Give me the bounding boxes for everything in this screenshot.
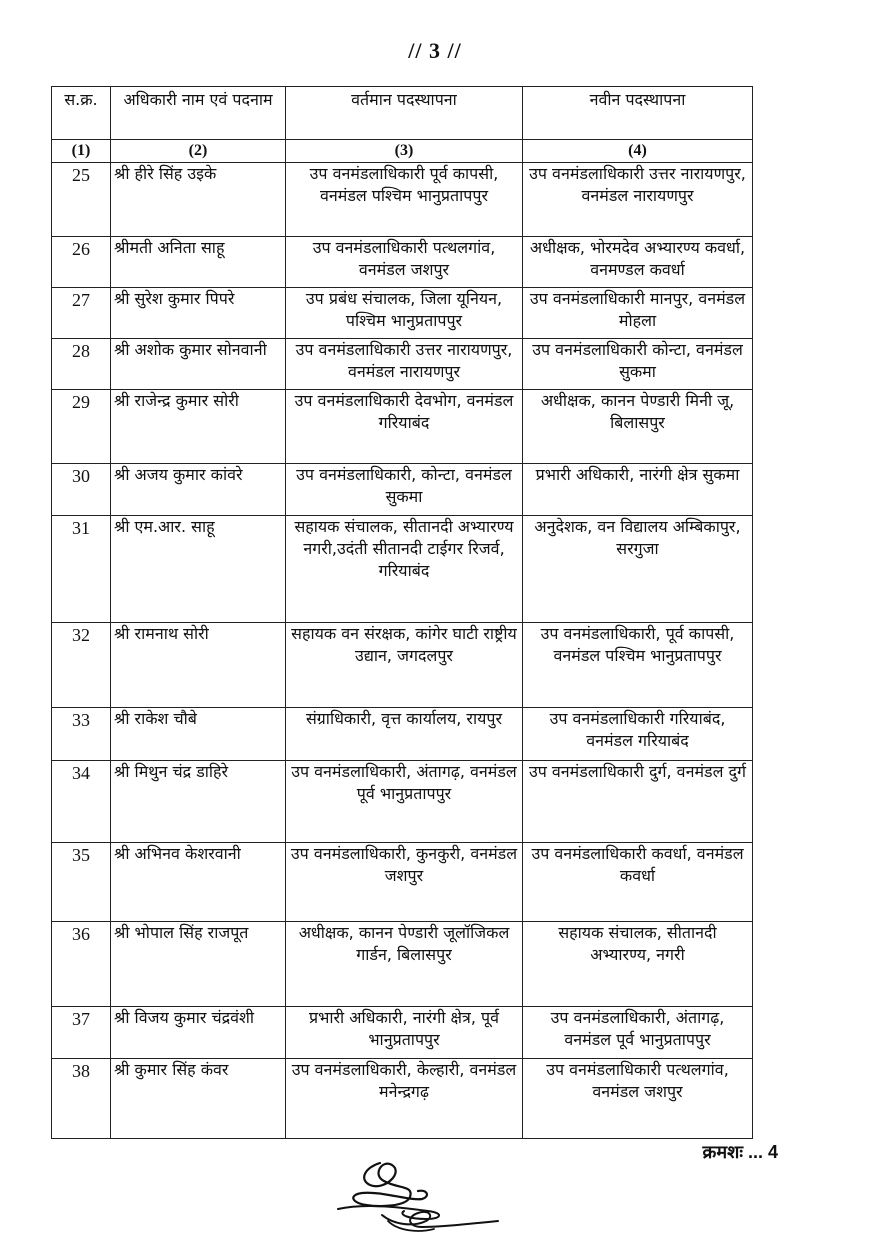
current-posting: उप वनमंडलाधिकारी देवभोग, वनमंडल गरियाबंद [286, 390, 523, 464]
current-posting: उप वनमंडलाधिकारी उत्तर नारायणपुर, वनमंडल नारायणपुर [286, 339, 523, 390]
column-number: (4) [523, 140, 753, 163]
transfer-table [51, 86, 753, 1139]
current-posting: उप वनमंडलाधिकारी, केल्हारी, वनमंडल मनेन्द्रगढ़ [286, 1059, 523, 1139]
column-number-row [52, 140, 753, 163]
new-posting: उप वनमंडलाधिकारी दुर्ग, वनमंडल दुर्ग [523, 761, 753, 843]
page-number: // 3 // [408, 38, 462, 63]
new-posting: प्रभारी अधिकारी, नारंगी क्षेत्र सुकमा [523, 464, 753, 516]
continued-marker: क्रमशः ... 4 [702, 1142, 778, 1162]
new-posting: अनुदेशक, वन विद्यालय अम्बिकापुर, सरगुजा [523, 516, 753, 623]
table-row [52, 464, 753, 516]
serial-number: 26 [52, 237, 111, 288]
current-posting: उप वनमंडलाधिकारी, अंतागढ़, वनमंडल पूर्व भानुप्रतापपुर [286, 761, 523, 843]
table-row [52, 1059, 753, 1139]
officer-name: श्री रामनाथ सोरी [111, 623, 286, 708]
new-posting: उप वनमंडलाधिकारी, पूर्व कापसी, वनमंडल पश्चिम भानुप्रतापपुर [523, 623, 753, 708]
table-row [52, 516, 753, 623]
table-row [52, 708, 753, 761]
officer-name: श्री विजय कुमार चंद्रवंशी [111, 1007, 286, 1059]
officer-name: श्री अशोक कुमार सोनवानी [111, 339, 286, 390]
header-new-posting: नवीन पदस्थापना [523, 87, 753, 140]
new-posting: उप वनमंडलाधिकारी कवर्धा, वनमंडल कवर्धा [523, 843, 753, 922]
serial-number: 38 [52, 1059, 111, 1139]
current-posting: उप वनमंडलाधिकारी, कुनकुरी, वनमंडल जशपुर [286, 843, 523, 922]
officer-name: श्री कुमार सिंह कंवर [111, 1059, 286, 1139]
serial-number: 31 [52, 516, 111, 623]
column-number: (2) [111, 140, 286, 163]
new-posting: उप वनमंडलाधिकारी, अंतागढ़, वनमंडल पूर्व भानुप्रतापपुर [523, 1007, 753, 1059]
officer-name: श्री हीरे सिंह उइके [111, 163, 286, 237]
current-posting: संग्राधिकारी, वृत्त कार्यालय, रायपुर [286, 708, 523, 761]
serial-number: 27 [52, 288, 111, 339]
current-posting: उप प्रबंध संचालक, जिला यूनियन, पश्चिम भानुप्रतापपुर [286, 288, 523, 339]
officer-name: श्री अभिनव केशरवानी [111, 843, 286, 922]
table-row [52, 288, 753, 339]
table-row [52, 390, 753, 464]
column-number: (3) [286, 140, 523, 163]
current-posting: उप वनमंडलाधिकारी, कोन्टा, वनमंडल सुकमा [286, 464, 523, 516]
officer-name: श्री एम.आर. साहू [111, 516, 286, 623]
serial-number: 25 [52, 163, 111, 237]
table-row [52, 339, 753, 390]
officer-name: श्री राकेश चौबे [111, 708, 286, 761]
officer-name: श्री भोपाल सिंह राजपूत [111, 922, 286, 1007]
officer-name: श्री अजय कुमार कांवरे [111, 464, 286, 516]
serial-number: 29 [52, 390, 111, 464]
table-row [52, 623, 753, 708]
new-posting: उप वनमंडलाधिकारी गरियाबंद, वनमंडल गरियाबंद [523, 708, 753, 761]
officer-name: श्री राजेन्द्र कुमार सोरी [111, 390, 286, 464]
serial-number: 32 [52, 623, 111, 708]
header-row [52, 87, 753, 140]
header-serial: स.क्र. [52, 87, 111, 140]
new-posting: उप वनमंडलाधिकारी मानपुर, वनमंडल मोहला [523, 288, 753, 339]
current-posting: उप वनमंडलाधिकारी पत्थलगांव, वनमंडल जशपुर [286, 237, 523, 288]
serial-number: 34 [52, 761, 111, 843]
current-posting: सहायक संचालक, सीतानदी अभ्यारण्य नगरी,उदंती सीतानदी टाईगर रिजर्व, गरियाबंद [286, 516, 523, 623]
serial-number: 28 [52, 339, 111, 390]
current-posting: उप वनमंडलाधिकारी पूर्व कापसी, वनमंडल पश्चिम भानुप्रतापपुर [286, 163, 523, 237]
table-row [52, 922, 753, 1007]
table-row [52, 163, 753, 237]
serial-number: 35 [52, 843, 111, 922]
officer-name: श्रीमती अनिता साहू [111, 237, 286, 288]
current-posting: सहायक वन संरक्षक, कांगेर घाटी राष्ट्रीय उद्यान, जगदलपुर [286, 623, 523, 708]
table-row [52, 761, 753, 843]
table-row [52, 1007, 753, 1059]
officer-name: श्री सुरेश कुमार पिपरे [111, 288, 286, 339]
new-posting: अधीक्षक, भोरमदेव अभ्यारण्य कवर्धा, वनमण्डल कवर्धा [523, 237, 753, 288]
table-row [52, 843, 753, 922]
signature [318, 1145, 508, 1245]
serial-number: 30 [52, 464, 111, 516]
new-posting: अधीक्षक, कानन पेण्डारी मिनी जू, बिलासपुर [523, 390, 753, 464]
header-officer-name: अधिकारी नाम एवं पदनाम [111, 87, 286, 140]
table-row [52, 237, 753, 288]
serial-number: 37 [52, 1007, 111, 1059]
header-current-posting: वर्तमान पदस्थापना [286, 87, 523, 140]
new-posting: उप वनमंडलाधिकारी पत्थलगांव, वनमंडल जशपुर [523, 1059, 753, 1139]
serial-number: 33 [52, 708, 111, 761]
officer-name: श्री मिथुन चंद्र डाहिरे [111, 761, 286, 843]
new-posting: उप वनमंडलाधिकारी कोन्टा, वनमंडल सुकमा [523, 339, 753, 390]
current-posting: अधीक्षक, कानन पेण्डारी जूलॉजिकल गार्डन, बिलासपुर [286, 922, 523, 1007]
new-posting: सहायक संचालक, सीतानदी अभ्यारण्य, नगरी [523, 922, 753, 1007]
current-posting: प्रभारी अधिकारी, नारंगी क्षेत्र, पूर्व भानुप्रतापपुर [286, 1007, 523, 1059]
serial-number: 36 [52, 922, 111, 1007]
new-posting: उप वनमंडलाधिकारी उत्तर नारायणपुर, वनमंडल नारायणपुर [523, 163, 753, 237]
column-number: (1) [52, 140, 111, 163]
